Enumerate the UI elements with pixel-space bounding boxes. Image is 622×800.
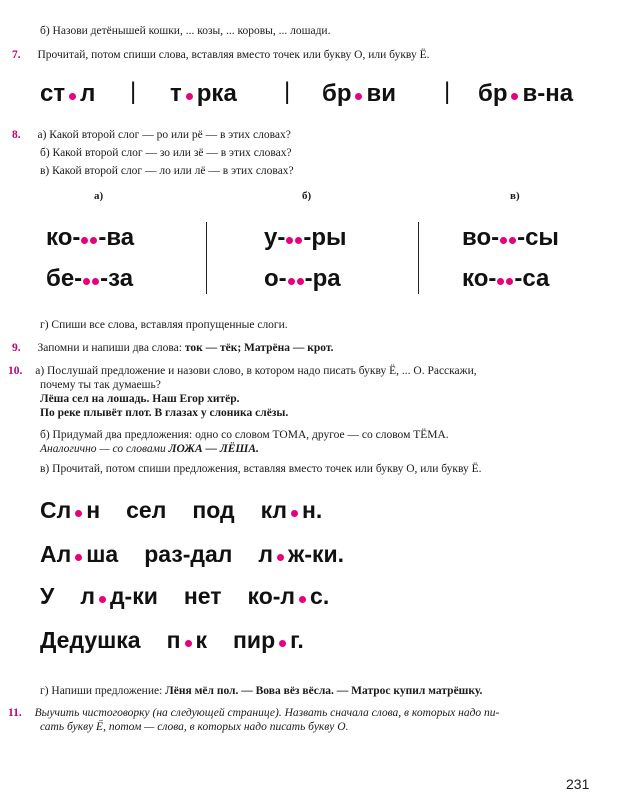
- missing-letter-dot: [509, 237, 516, 244]
- missing-letter-dot: [75, 554, 82, 561]
- missing-letter-dot: [186, 93, 193, 100]
- separator: |: [130, 78, 137, 105]
- word-2: т рка: [170, 80, 237, 107]
- missing-letter-dot: [69, 93, 76, 100]
- word-4: бр в-на: [478, 80, 574, 107]
- exercise-8-g: г) Спиши все слова, вставляя пропущенные слоги.: [40, 319, 288, 331]
- line-6b: б) Назови детёнышей кошки, ... козы, ... коровы, ... лошади.: [40, 25, 331, 37]
- exercise-8-v: в) Какой второй слог — ло или лё — в этих словах?: [40, 165, 294, 177]
- sentence-row-2: Ал ша раз-дал л ж-ки.: [40, 541, 345, 567]
- column-divider: [206, 222, 207, 294]
- exercise-8-b: б) Какой второй слог — зо или зё — в этих словах?: [40, 147, 292, 159]
- exercise-number: 9.: [12, 342, 21, 354]
- missing-letter-dot: [279, 640, 286, 647]
- exercise-10-a-cont: почему ты так думаешь?: [40, 379, 161, 391]
- exercise-10-g: г) Напиши предложение: Лёня мёл пол. — Вова вёз вёсла. — Матрос купил матрёшку.: [40, 685, 483, 697]
- missing-letter-dot: [81, 237, 88, 244]
- missing-letter-dot: [297, 278, 304, 285]
- instruction-text: Прочитай, потом спиши слова, вставляя вместо точек или букву О, или букву Ё.: [37, 49, 430, 61]
- missing-letter-dot: [92, 278, 99, 285]
- word-3: бр ви: [322, 80, 396, 107]
- missing-letter-dot: [497, 278, 504, 285]
- column-label-b: б): [302, 190, 312, 202]
- separator: |: [444, 78, 451, 105]
- missing-letter-dot: [185, 640, 192, 647]
- missing-letter-dot: [299, 596, 306, 603]
- sentence-row-1: Сл н сел под кл н.: [40, 497, 323, 523]
- exercise-number: 8.: [12, 129, 21, 141]
- missing-letter-dot: [500, 237, 507, 244]
- exercise-10-v: в) Прочитай, потом спиши предложения, вставляя вместо точек или букву О, или букву Ё.: [40, 463, 482, 475]
- column-label-a: а): [94, 190, 104, 202]
- missing-letter-dot: [506, 278, 513, 285]
- missing-letter-dot: [99, 596, 106, 603]
- exercise-number: 7.: [12, 49, 21, 61]
- exercise-number: 11.: [8, 707, 22, 719]
- missing-letter-dot: [295, 237, 302, 244]
- word-1: ст л: [40, 80, 96, 107]
- exercise-11-cont: сать букву Ё, потом — слова, в которых надо писать букву О.: [40, 721, 349, 733]
- missing-letter-dot: [75, 510, 82, 517]
- syllable-word: во- -сы: [462, 224, 559, 251]
- missing-letter-dot: [288, 278, 295, 285]
- column-divider: [418, 222, 419, 294]
- missing-letter-dot: [286, 237, 293, 244]
- exercise-10-b: б) Придумай два предложения: одно со словом ТОМА, другое — со словом ТЁМА.: [40, 429, 449, 441]
- exercise-10-b-cont: Аналогично — со словами ЛОЖА — ЛЁША.: [40, 443, 259, 455]
- syllable-word: бе- -за: [46, 265, 134, 292]
- missing-letter-dot: [83, 278, 90, 285]
- syllable-word: ко- -ва: [46, 224, 135, 251]
- exercise-10-a: 10. а) Послушай предложение и назови слово, в котором надо писать букву Ё, ... О. Расскажи,: [8, 365, 477, 377]
- syllable-word: у- -ры: [264, 224, 347, 251]
- exercise-8-a: [12, 128, 291, 142]
- instruction-text: а) Какой второй слог — ро или рё — в этих словах?: [37, 129, 291, 141]
- missing-letter-dot: [511, 93, 518, 100]
- exercise-11: 11. Выучить чистоговорку (на следующей странице). Назвать сначала слова, в которых надо пи-: [8, 707, 500, 719]
- separator: |: [284, 78, 291, 105]
- exercise-number: 10.: [8, 365, 23, 377]
- syllable-word: о- -ра: [264, 265, 341, 292]
- syllable-word: ко- -са: [462, 265, 550, 292]
- missing-letter-dot: [291, 510, 298, 517]
- example-sentences-1: Лёша сел на лошадь. Наш Егор хитёр.: [40, 393, 240, 405]
- example-sentences-2: По реке плывёт плот. В глазах у слоника слёзы.: [40, 407, 289, 419]
- missing-letter-dot: [90, 237, 97, 244]
- exercise-9: 9. Запомни и напиши два слова: ток — тёк; Матрёна — крот.: [12, 342, 334, 354]
- missing-letter-dot: [277, 554, 284, 561]
- sentence-row-4: Дедушка п к пир г.: [40, 627, 304, 653]
- missing-letter-dot: [355, 93, 362, 100]
- sentence-row-3: У л д-ки нет ко-л с.: [40, 583, 330, 609]
- column-label-v: в): [510, 190, 520, 202]
- page-number: 231: [566, 776, 590, 792]
- exercise-7-instruction: [12, 48, 429, 62]
